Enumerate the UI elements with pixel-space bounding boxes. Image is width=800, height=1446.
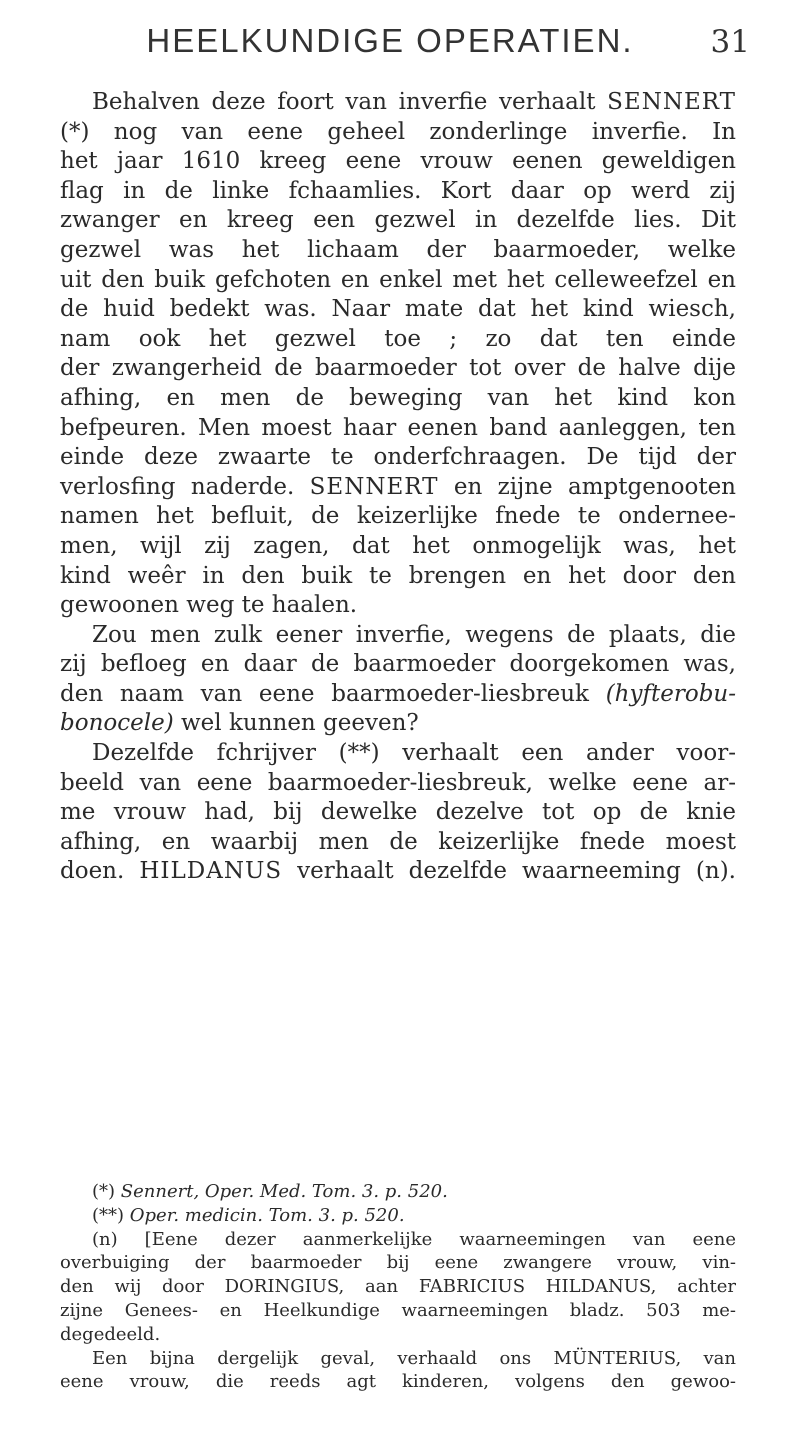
- text-line: Zou men zulk eener inverfie, wegens de plaats, die: [92, 621, 736, 648]
- text-line: [60, 709, 736, 739]
- text-line: [60, 680, 736, 710]
- body-text: [60, 88, 736, 887]
- text-line: nam ook het gezwel toe ; zo dat ten einde: [60, 325, 736, 352]
- text-line: gezwel was het lichaam der baarmoeder, welke: [60, 236, 736, 263]
- text-line: uit den buik gefchoten en enkel met het celleweefzel en: [60, 266, 736, 293]
- footnote-line: degedeeld.: [60, 1323, 161, 1345]
- text-line: de huid bedekt was. Naar mate dat het kind wiesch,: [60, 296, 736, 323]
- text-line: namen het befluit, de keizerlijke fnede te ondernee-: [60, 503, 736, 530]
- footnotes: [60, 1180, 736, 1394]
- text-line: men, wijl zij zagen, dat het onmogelijk was, het: [60, 532, 736, 559]
- footnote-text: Sennert, Oper. Med. Tom. 3. p. 520.: [120, 1181, 448, 1202]
- text-line: flag in de linke fchaamlies. Kort daar op werd zij: [60, 177, 736, 204]
- footnote-line: (n) [Eene dezer aanmerkelijke waarneemingen van eene: [92, 1228, 736, 1250]
- author-name: SENNERT: [607, 89, 736, 115]
- text-line: het jaar 1610 kreeg eene vrouw eenen geweldigen: [60, 148, 736, 175]
- author-name: HILDANUS: [139, 858, 283, 885]
- text-line: der zwangerheid de baarmoeder tot over de halve dije: [60, 355, 736, 382]
- text-run: wel kunnen geeven?: [173, 710, 419, 737]
- text-line: afhing, en men de beweging van het kind kon: [60, 384, 736, 411]
- latin-term: (hyfterobu-: [605, 680, 736, 707]
- text-run: Behalven deze foort van inverfie verhaalt: [92, 89, 608, 115]
- text-run: den naam van eene baarmoeder-liesbreuk: [60, 680, 606, 707]
- text-line: me vrouw had, bij dewelke dezelve tot op de knie: [60, 799, 736, 826]
- running-title: HEELKUNDIGE OPERATIEN.: [146, 22, 634, 59]
- footnote-mark: (**): [92, 1204, 125, 1226]
- text-line: zwanger en kreeg een gezwel in dezelfde lies. Dit: [60, 207, 736, 234]
- text-line: [60, 857, 736, 887]
- text-run: en zijne amptgenooten: [438, 473, 736, 500]
- footnote-line: Een bijna dergelijk geval, verhaald ons MÜNTERIUS, van: [92, 1347, 736, 1369]
- footnote-mark: (*): [92, 1181, 116, 1202]
- text-line: (*) nog van eene geheel zonderlinge inverfie. In: [60, 118, 736, 145]
- text-line: einde deze zwaarte te onderfchraagen. De tijd der: [60, 444, 736, 471]
- running-head: [110, 22, 750, 72]
- footnote-2: [60, 1204, 736, 1228]
- text-line: [60, 473, 736, 503]
- text-run: doen.: [60, 858, 140, 885]
- footnote-line: den wij door DORINGIUS, aan FABRICIUS HILDANUS, achter: [60, 1276, 736, 1298]
- page-number: 31: [710, 24, 750, 60]
- text-run: verlosfing naderde.: [60, 473, 310, 500]
- text-line: Dezelfde fchrijver (**) verhaalt een ander voor-: [92, 740, 736, 767]
- text-line: beeld van eene baarmoeder-liesbreuk, welke eene ar-: [60, 769, 736, 796]
- text-line: afhing, en waarbij men de keizerlijke fnede moest: [60, 828, 736, 855]
- text-line: kind weêr in den buik te brengen en het door den: [60, 562, 736, 589]
- text-line: zij befloeg en daar de baarmoeder doorgekomen was,: [60, 651, 736, 678]
- text-run: verhaalt dezelfde waarneeming (n).: [282, 858, 736, 885]
- footnote-line: overbuiging der baarmoeder bij eene zwangere vrouw, vin-: [60, 1252, 736, 1274]
- footnote-line: eene vrouw, die reeds agt kinderen, volgens den gewoo-: [60, 1371, 736, 1393]
- text-line: befpeuren. Men moest haar eenen band aanleggen, ten: [60, 414, 736, 441]
- footnote-line: zijne Genees- en Heelkundige waarneemingen bladz. 503 me-: [60, 1299, 736, 1321]
- latin-term: bonocele): [60, 710, 174, 737]
- author-name: SENNERT: [309, 473, 439, 500]
- text-line: gewoonen weg te haalen.: [60, 592, 358, 619]
- footnote-1: [60, 1180, 736, 1204]
- text-line: [60, 88, 736, 118]
- footnote-text: Oper. medicin. Tom. 3. p. 520.: [129, 1204, 405, 1226]
